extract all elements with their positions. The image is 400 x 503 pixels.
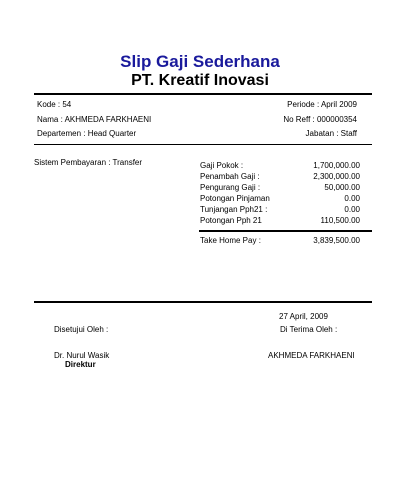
approved-by-label: Disetujui Oleh : (54, 325, 109, 334)
employee-department: Departemen : Head Quarter (37, 129, 137, 138)
salary-row (200, 215, 360, 226)
salary-row (200, 204, 360, 215)
salary-row-label: Potongan Pph 21 (200, 216, 262, 225)
employee-name: Nama : AKHMEDA FARKHAENI (37, 115, 152, 124)
salary-row-label: Gaji Pokok : (200, 161, 244, 170)
salary-row-label: Potongan Pinjaman (200, 194, 270, 203)
salary-row-label: Tunjangan Pph21 : (200, 205, 268, 214)
receiver-name: AKHMEDA FARKHAENI (268, 351, 355, 360)
salary-row (200, 160, 360, 171)
footer-divider (34, 301, 372, 303)
approver-title: Direktur (65, 360, 96, 369)
salary-row-value: 0.00 (344, 194, 360, 203)
slip-date: 27 April, 2009 (279, 312, 328, 321)
company-name: PT. Kreatif Inovasi (131, 72, 269, 89)
salary-row (200, 182, 360, 193)
position: Jabatan : Staff (305, 129, 357, 138)
employee-code: Kode : 54 (37, 100, 72, 109)
salary-table (200, 160, 360, 226)
salary-row-value: 2,300,000.00 (313, 172, 360, 181)
salary-row-label: Pengurang Gaji : (200, 183, 261, 192)
header-divider (34, 93, 372, 95)
received-by-label: Di Terima Oleh : (280, 325, 338, 334)
slip-title: Slip Gaji Sederhana (120, 52, 280, 71)
salary-row-value: 0.00 (344, 205, 360, 214)
period: Periode : April 2009 (287, 100, 357, 109)
salary-row-label: Penambah Gaji : (200, 172, 260, 181)
approver-name: Dr. Nurul Wasik (54, 351, 110, 360)
info-divider (34, 144, 372, 145)
take-home-pay-label: Take Home Pay : (200, 236, 261, 245)
salary-row-value: 1,700,000.00 (313, 161, 360, 170)
payment-system: Sistem Pembayaran : Transfer (34, 158, 143, 167)
take-home-pay-value: 3,839,500.00 (313, 236, 360, 245)
reference-number: No Reff : 000000354 (283, 115, 357, 124)
total-divider (199, 230, 372, 232)
salary-row (200, 193, 360, 204)
salary-row-value: 50,000.00 (324, 183, 360, 192)
salary-row (200, 171, 360, 182)
salary-row-value: 110,500.00 (320, 216, 360, 225)
